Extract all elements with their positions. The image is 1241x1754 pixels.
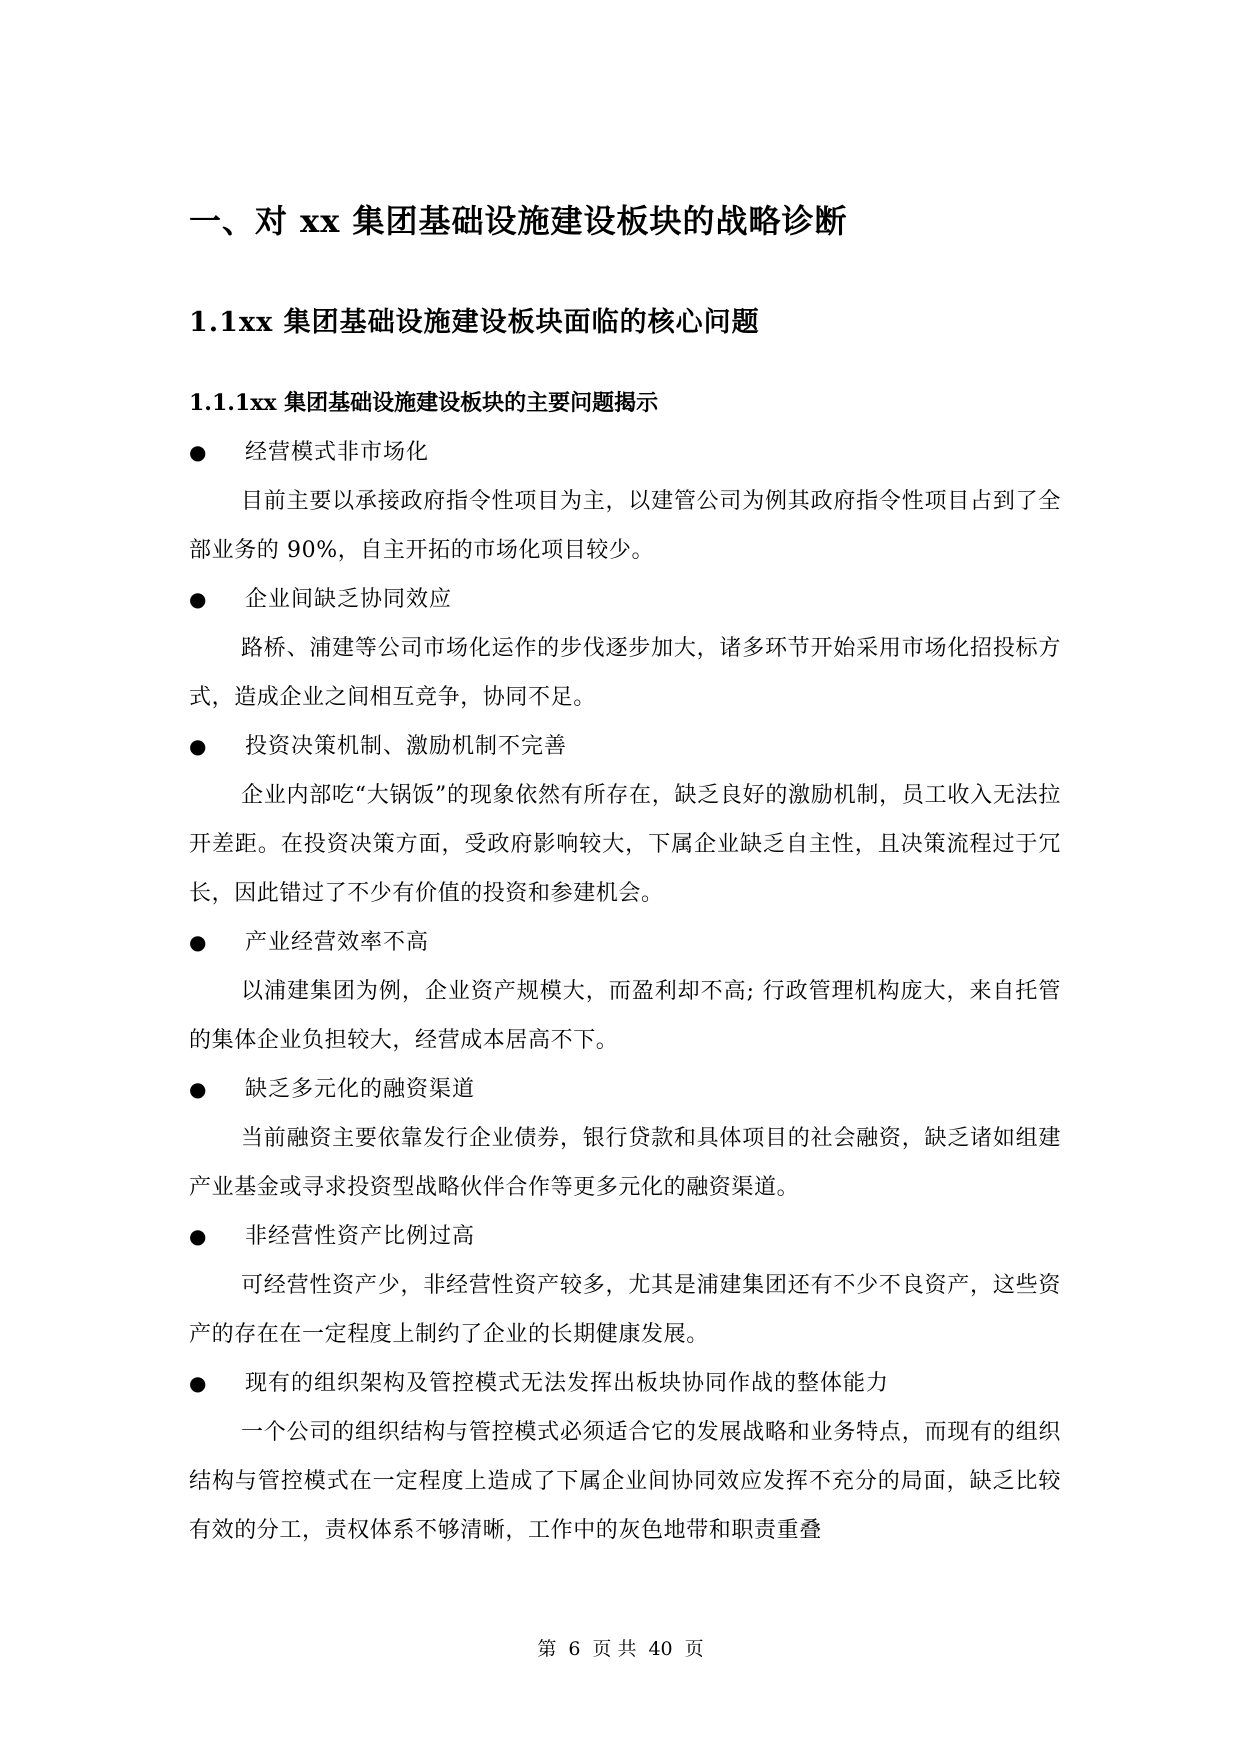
paragraph: 一个公司的组织结构与管控模式必须适合它的发展战略和业务特点，而现有的组织结构与管控模式在一定程度上造成了下属企业间协同效应发挥不充分的局面，缺乏比较有效的分工，责权体系不够清晰，工作中的灰色地带和职责重叠 [189, 1420, 1061, 1543]
bullet-icon: ● [189, 930, 207, 954]
bullet-item [189, 1065, 1061, 1114]
paragraph: 当前融资主要依靠发行企业债券，银行贷款和具体项目的社会融资，缺乏诸如组建产业基金或寻求投资型战略伙伴合作等更多元化的融资渠道。 [189, 1126, 1061, 1200]
page-footer [0, 1634, 1241, 1661]
bullet-icon: ● [189, 734, 207, 758]
paragraph: 路桥、浦建等公司市场化运作的步伐逐步加大，诸多环节开始采用市场化招投标方式，造成企业之间相互竞争，协同不足。 [189, 636, 1061, 710]
bullet-title: 经营模式非市场化 [245, 440, 430, 465]
paragraph: 可经营性资产少，非经营性资产较多，尤其是浦建集团还有不少不良资产，这些资产的存在在一定程度上制约了企业的长期健康发展。 [189, 1273, 1061, 1347]
bullet-item [189, 722, 1061, 771]
bullet-item [189, 575, 1061, 624]
footer-prefix: 第 [537, 1638, 557, 1660]
paragraph: 企业内部吃“大锅饭”的现象依然有所存在，缺乏良好的激励机制，员工收入无法拉开差距。在投资决策方面，受政府影响较大，下属企业缺乏自主性，且决策流程过于冗长，因此错过了不少有价值的投资和参建机会。 [189, 783, 1061, 906]
bullet-title: 缺乏多元化的融资渠道 [245, 1077, 476, 1102]
paragraph: 目前主要以承接政府指令性项目为主，以建管公司为例其政府指令性项目占到了全部业务的 90%，自主开拓的市场化项目较少。 [189, 489, 1061, 563]
heading-level-2: 1.1xx 集团基础设施建设板块面临的核心问题 [189, 307, 760, 338]
bullet-icon: ● [189, 587, 207, 611]
bullet-item [189, 428, 1061, 477]
bullet-icon: ● [189, 1077, 207, 1101]
bullet-item [189, 1359, 1061, 1408]
bullet-title: 非经营性资产比例过高 [245, 1224, 476, 1249]
bullet-title: 企业间缺乏协同效应 [245, 587, 453, 612]
footer-page-number: 6 [568, 1638, 581, 1660]
bullet-icon: ● [189, 1371, 207, 1395]
bullet-icon: ● [189, 1224, 207, 1248]
footer-suffix: 页 [684, 1638, 704, 1660]
bullet-title: 现有的组织架构及管控模式无法发挥出板块协同作战的整体能力 [245, 1371, 890, 1396]
bullet-item [189, 1212, 1061, 1261]
bullet-icon: ● [189, 440, 207, 464]
heading-level-3: 1.1.1xx 集团基础设施建设板块的主要问题揭示 [189, 390, 659, 416]
document-body [189, 428, 1061, 1555]
bullet-item [189, 918, 1061, 967]
footer-total-pages: 40 [648, 1638, 673, 1660]
bullet-title: 产业经营效率不高 [245, 930, 430, 955]
heading-level-1: 一、对 xx 集团基础设施建设板块的战略诊断 [189, 202, 848, 240]
footer-middle: 页 共 [592, 1638, 637, 1660]
paragraph: 以浦建集团为例，企业资产规模大，而盈利却不高; 行政管理机构庞大，来自托管的集体企业负担较大，经营成本居高不下。 [189, 979, 1061, 1053]
bullet-title: 投资决策机制、激励机制不完善 [245, 734, 568, 759]
